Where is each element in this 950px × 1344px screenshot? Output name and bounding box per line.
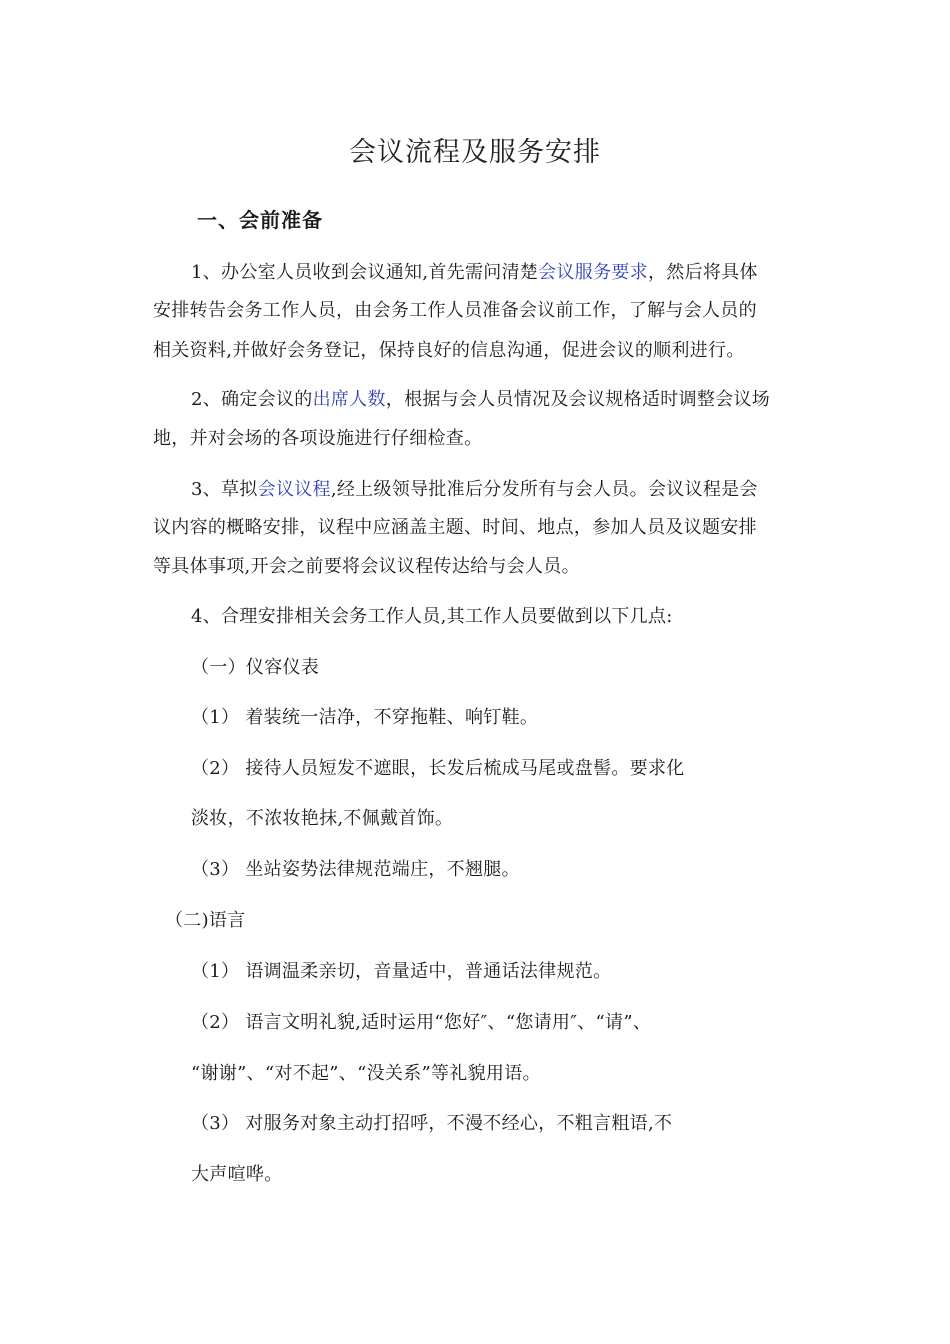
paragraph-2-line-2: 地，并对会场的各项设施进行仔细检查。 bbox=[153, 428, 483, 449]
subsection-1-item-2-line-1: （2） 接待人员短发不遮眼，长发后梳成马尾或盘髻。要求化 bbox=[191, 758, 685, 779]
paragraph-3-line-2: 议内容的概略安排，议程中应涵盖主题、时间、地点，参加人员及议题安排 bbox=[153, 517, 757, 538]
subsection-2-item-3-line-2: 大声喧哗。 bbox=[191, 1164, 283, 1185]
paragraph-1-line-3: 相关资料,并做好会务登记，保持良好的信息沟通，促进会议的顺利进行。 bbox=[153, 340, 745, 361]
paragraph-3-text-a: 3、草拟 bbox=[191, 479, 258, 500]
paragraph-1-text-b: ，然后将具体 bbox=[647, 262, 758, 283]
subsection-1-item-3: （3） 坐站姿势法律规范端庄，不翘腿。 bbox=[191, 859, 520, 880]
link-attendance-count[interactable]: 出席人数 bbox=[312, 389, 386, 410]
document-title: 会议流程及服务安排 bbox=[349, 137, 601, 168]
paragraph-2-text-a: 2、确定会议的 bbox=[191, 389, 313, 410]
subsection-2-item-1: （1） 语调温柔亲切，音量适中，普通话法律规范。 bbox=[191, 961, 612, 982]
link-meeting-service-requirements[interactable]: 会议服务要求 bbox=[538, 262, 648, 283]
paragraph-1-text-a: 1、办公室人员收到会议通知,首先需问清楚 bbox=[191, 262, 539, 283]
paragraph-3-text-b: ,经上级领导批准后分发所有与会人员。会议议程是会 bbox=[330, 479, 758, 500]
paragraph-2-line-1 bbox=[191, 387, 770, 413]
subsection-2-item-2-line-2: “谢谢”、“对不起”、“没关系”等礼貌用语。 bbox=[191, 1063, 541, 1084]
link-meeting-agenda[interactable]: 会议议程 bbox=[257, 479, 331, 500]
section-heading-pre-meeting: 一、会前准备 bbox=[197, 208, 323, 232]
subsection-1-item-1: （1） 着装统一洁净，不穿拖鞋、响钉鞋。 bbox=[191, 707, 539, 728]
paragraph-4: 4、合理安排相关会务工作人员,其工作人员要做到以下几点: bbox=[191, 606, 673, 627]
subsection-2-item-3-line-1: （3） 对服务对象主动打招呼，不漫不经心，不粗言粗语,不 bbox=[191, 1113, 673, 1134]
subsection-2-item-2-line-1: （2） 语言文明礼貌,适时运用“您好″、“您请用″、“请”、 bbox=[191, 1012, 652, 1033]
paragraph-3-line-1 bbox=[191, 477, 758, 503]
paragraph-2-text-b: ，根据与会人员情况及会议规格适时调整会议场 bbox=[385, 389, 771, 410]
subsection-1-item-2-line-2: 淡妆，不浓妆艳抹,不佩戴首饰。 bbox=[191, 808, 454, 829]
subsection-2-heading: （二)语言 bbox=[165, 910, 246, 931]
paragraph-1-line-1 bbox=[191, 260, 758, 286]
paragraph-3-line-3: 等具体事项,开会之前要将会议议程传达给与会人员。 bbox=[153, 556, 580, 577]
subsection-1-heading: （一）仪容仪表 bbox=[191, 657, 320, 678]
paragraph-1-line-2: 安排转告会务工作人员，由会务工作人员准备会议前工作，了解与会人员的 bbox=[153, 300, 757, 321]
